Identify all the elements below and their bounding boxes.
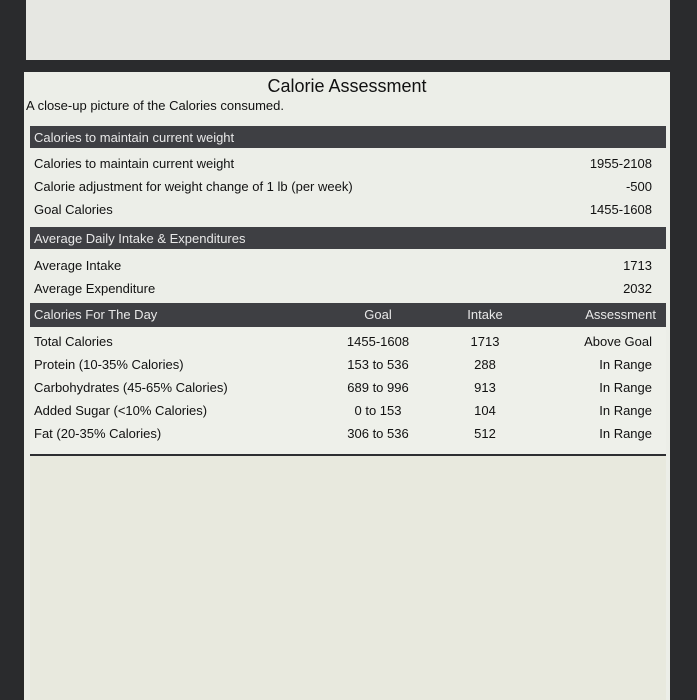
row-label: Protein (10-35% Calories) bbox=[34, 357, 184, 372]
row-label: Calories to maintain current weight bbox=[34, 156, 235, 171]
row-value: 1455-1608 bbox=[589, 202, 652, 217]
row-label: Added Sugar (<10% Calories) bbox=[34, 403, 208, 418]
row-label: Average Expenditure bbox=[34, 281, 156, 296]
top-page-fragment bbox=[26, 0, 670, 60]
row-label: Average Intake bbox=[34, 258, 122, 273]
row-goal: 689 to 996 bbox=[347, 380, 409, 395]
row-intake: 1713 bbox=[470, 334, 500, 349]
table-row bbox=[30, 153, 666, 175]
column-header-intake: Intake bbox=[467, 307, 503, 322]
table-row bbox=[30, 255, 666, 277]
row-intake: 913 bbox=[474, 380, 496, 395]
row-value: 1713 bbox=[623, 258, 652, 273]
row-goal: 1455-1608 bbox=[346, 334, 410, 349]
section-header-label: Average Daily Intake & Expenditures bbox=[34, 231, 246, 246]
page-title: Calorie Assessment bbox=[267, 76, 427, 96]
row-value: -500 bbox=[625, 179, 652, 194]
row-goal: 306 to 536 bbox=[347, 426, 409, 441]
section-header-label: Calories to maintain current weight bbox=[34, 130, 235, 145]
row-assessment: In Range bbox=[599, 380, 652, 395]
row-value: 2032 bbox=[623, 281, 652, 296]
section-header-label: Calories For The Day bbox=[34, 307, 158, 322]
empty-lower-area bbox=[30, 456, 666, 700]
row-value: 1955-2108 bbox=[589, 156, 652, 171]
table-row bbox=[30, 331, 666, 353]
row-label: Goal Calories bbox=[34, 202, 113, 217]
table-row bbox=[30, 199, 666, 221]
table-row bbox=[30, 354, 666, 376]
table-row bbox=[30, 176, 666, 198]
section-header-maintain bbox=[30, 126, 666, 148]
row-label: Total Calories bbox=[34, 334, 113, 349]
row-assessment: In Range bbox=[599, 357, 652, 372]
row-label: Carbohydrates (45-65% Calories) bbox=[34, 380, 228, 395]
page-subtitle: A close-up picture of the Calories consumed. bbox=[26, 98, 284, 113]
row-assessment: Above Goal bbox=[584, 334, 652, 349]
row-intake: 288 bbox=[474, 357, 496, 372]
table-row bbox=[30, 377, 666, 399]
row-assessment: In Range bbox=[599, 426, 652, 441]
table-row bbox=[30, 423, 666, 445]
row-goal: 153 to 536 bbox=[347, 357, 409, 372]
row-goal: 0 to 153 bbox=[354, 403, 402, 418]
row-label: Fat (20-35% Calories) bbox=[34, 426, 162, 441]
row-intake: 512 bbox=[474, 426, 496, 441]
column-header-goal: Goal bbox=[364, 307, 392, 322]
section-header-average bbox=[30, 227, 666, 249]
section-header-day bbox=[30, 303, 666, 327]
calorie-report bbox=[24, 72, 670, 700]
row-label: Calorie adjustment for weight change of 1 lb (per week) bbox=[34, 179, 353, 194]
table-row bbox=[30, 400, 666, 422]
column-header-assessment: Assessment bbox=[585, 307, 656, 322]
row-assessment: In Range bbox=[599, 403, 652, 418]
table-row bbox=[30, 278, 666, 300]
row-intake: 104 bbox=[474, 403, 496, 418]
